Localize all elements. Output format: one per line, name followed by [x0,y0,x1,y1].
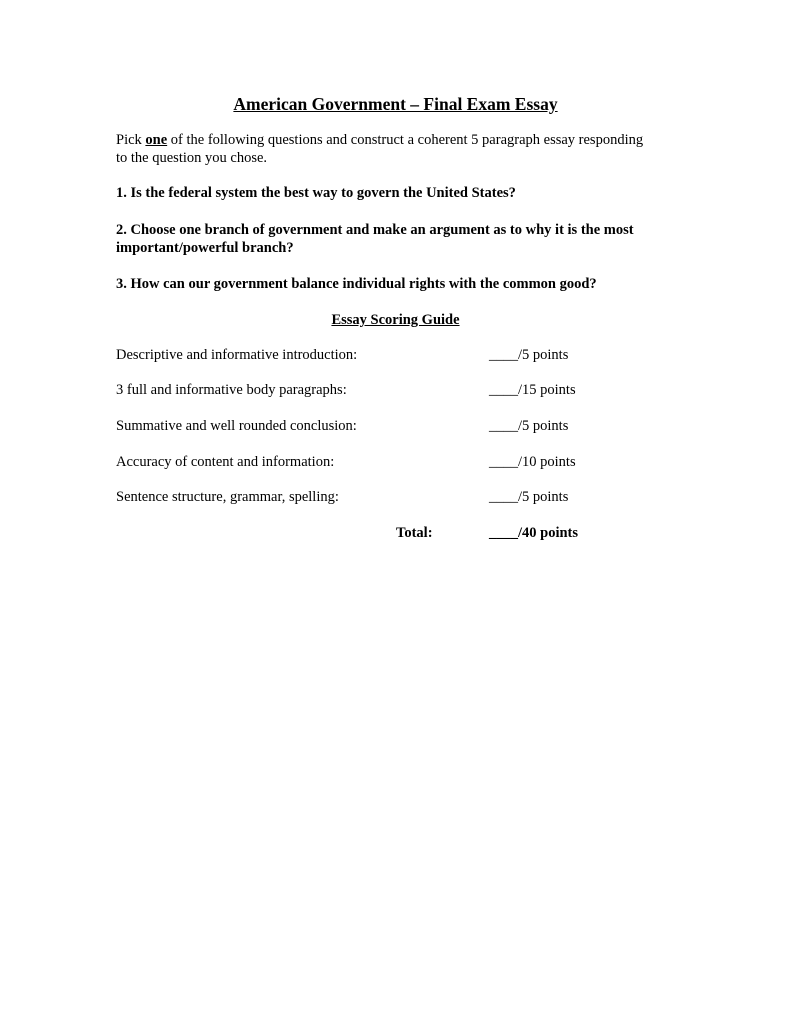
total-points: ____/40 points [489,525,579,541]
scoring-criterion: 3 full and informative body paragraphs: [116,382,347,398]
scoring-criterion: Summative and well rounded conclusion: [116,418,357,434]
scoring-criterion: Sentence structure, grammar, spelling: [116,489,339,505]
scoring-row [116,453,676,471]
scoring-row [116,381,676,399]
question-2: 2. Choose one branch of government and make an argument as to why it is the most important/powerful branch? [116,222,634,256]
scoring-points: ____/5 points [489,489,569,505]
scoring-points: ____/5 points [489,347,569,363]
instructions-paragraph [116,131,656,167]
scoring-points: ____/15 points [489,382,576,398]
scoring-row [116,488,676,506]
scoring-points: ____/10 points [489,454,576,470]
question-3: 3. How can our government balance individual rights with the common good? [116,276,597,292]
question-1: 1. Is the federal system the best way to govern the United States? [116,185,516,201]
scoring-points: ____/5 points [489,418,569,434]
scoring-criterion: Accuracy of content and information: [116,454,335,470]
scoring-guide-heading: Essay Scoring Guide [331,312,460,328]
scoring-row [116,417,676,435]
instructions-text-start: Pick [116,132,146,148]
instructions-text-end: of the following questions and construct a coherent 5 paragraph essay responding to the question you chose. [116,132,644,166]
scoring-criterion: Descriptive and informative introduction: [116,347,358,363]
total-label: Total: [396,525,433,541]
document-title: American Government – Final Exam Essay [233,94,558,114]
instructions-emphasis: one [145,132,168,148]
scoring-row [116,346,676,364]
total-row [116,524,676,542]
